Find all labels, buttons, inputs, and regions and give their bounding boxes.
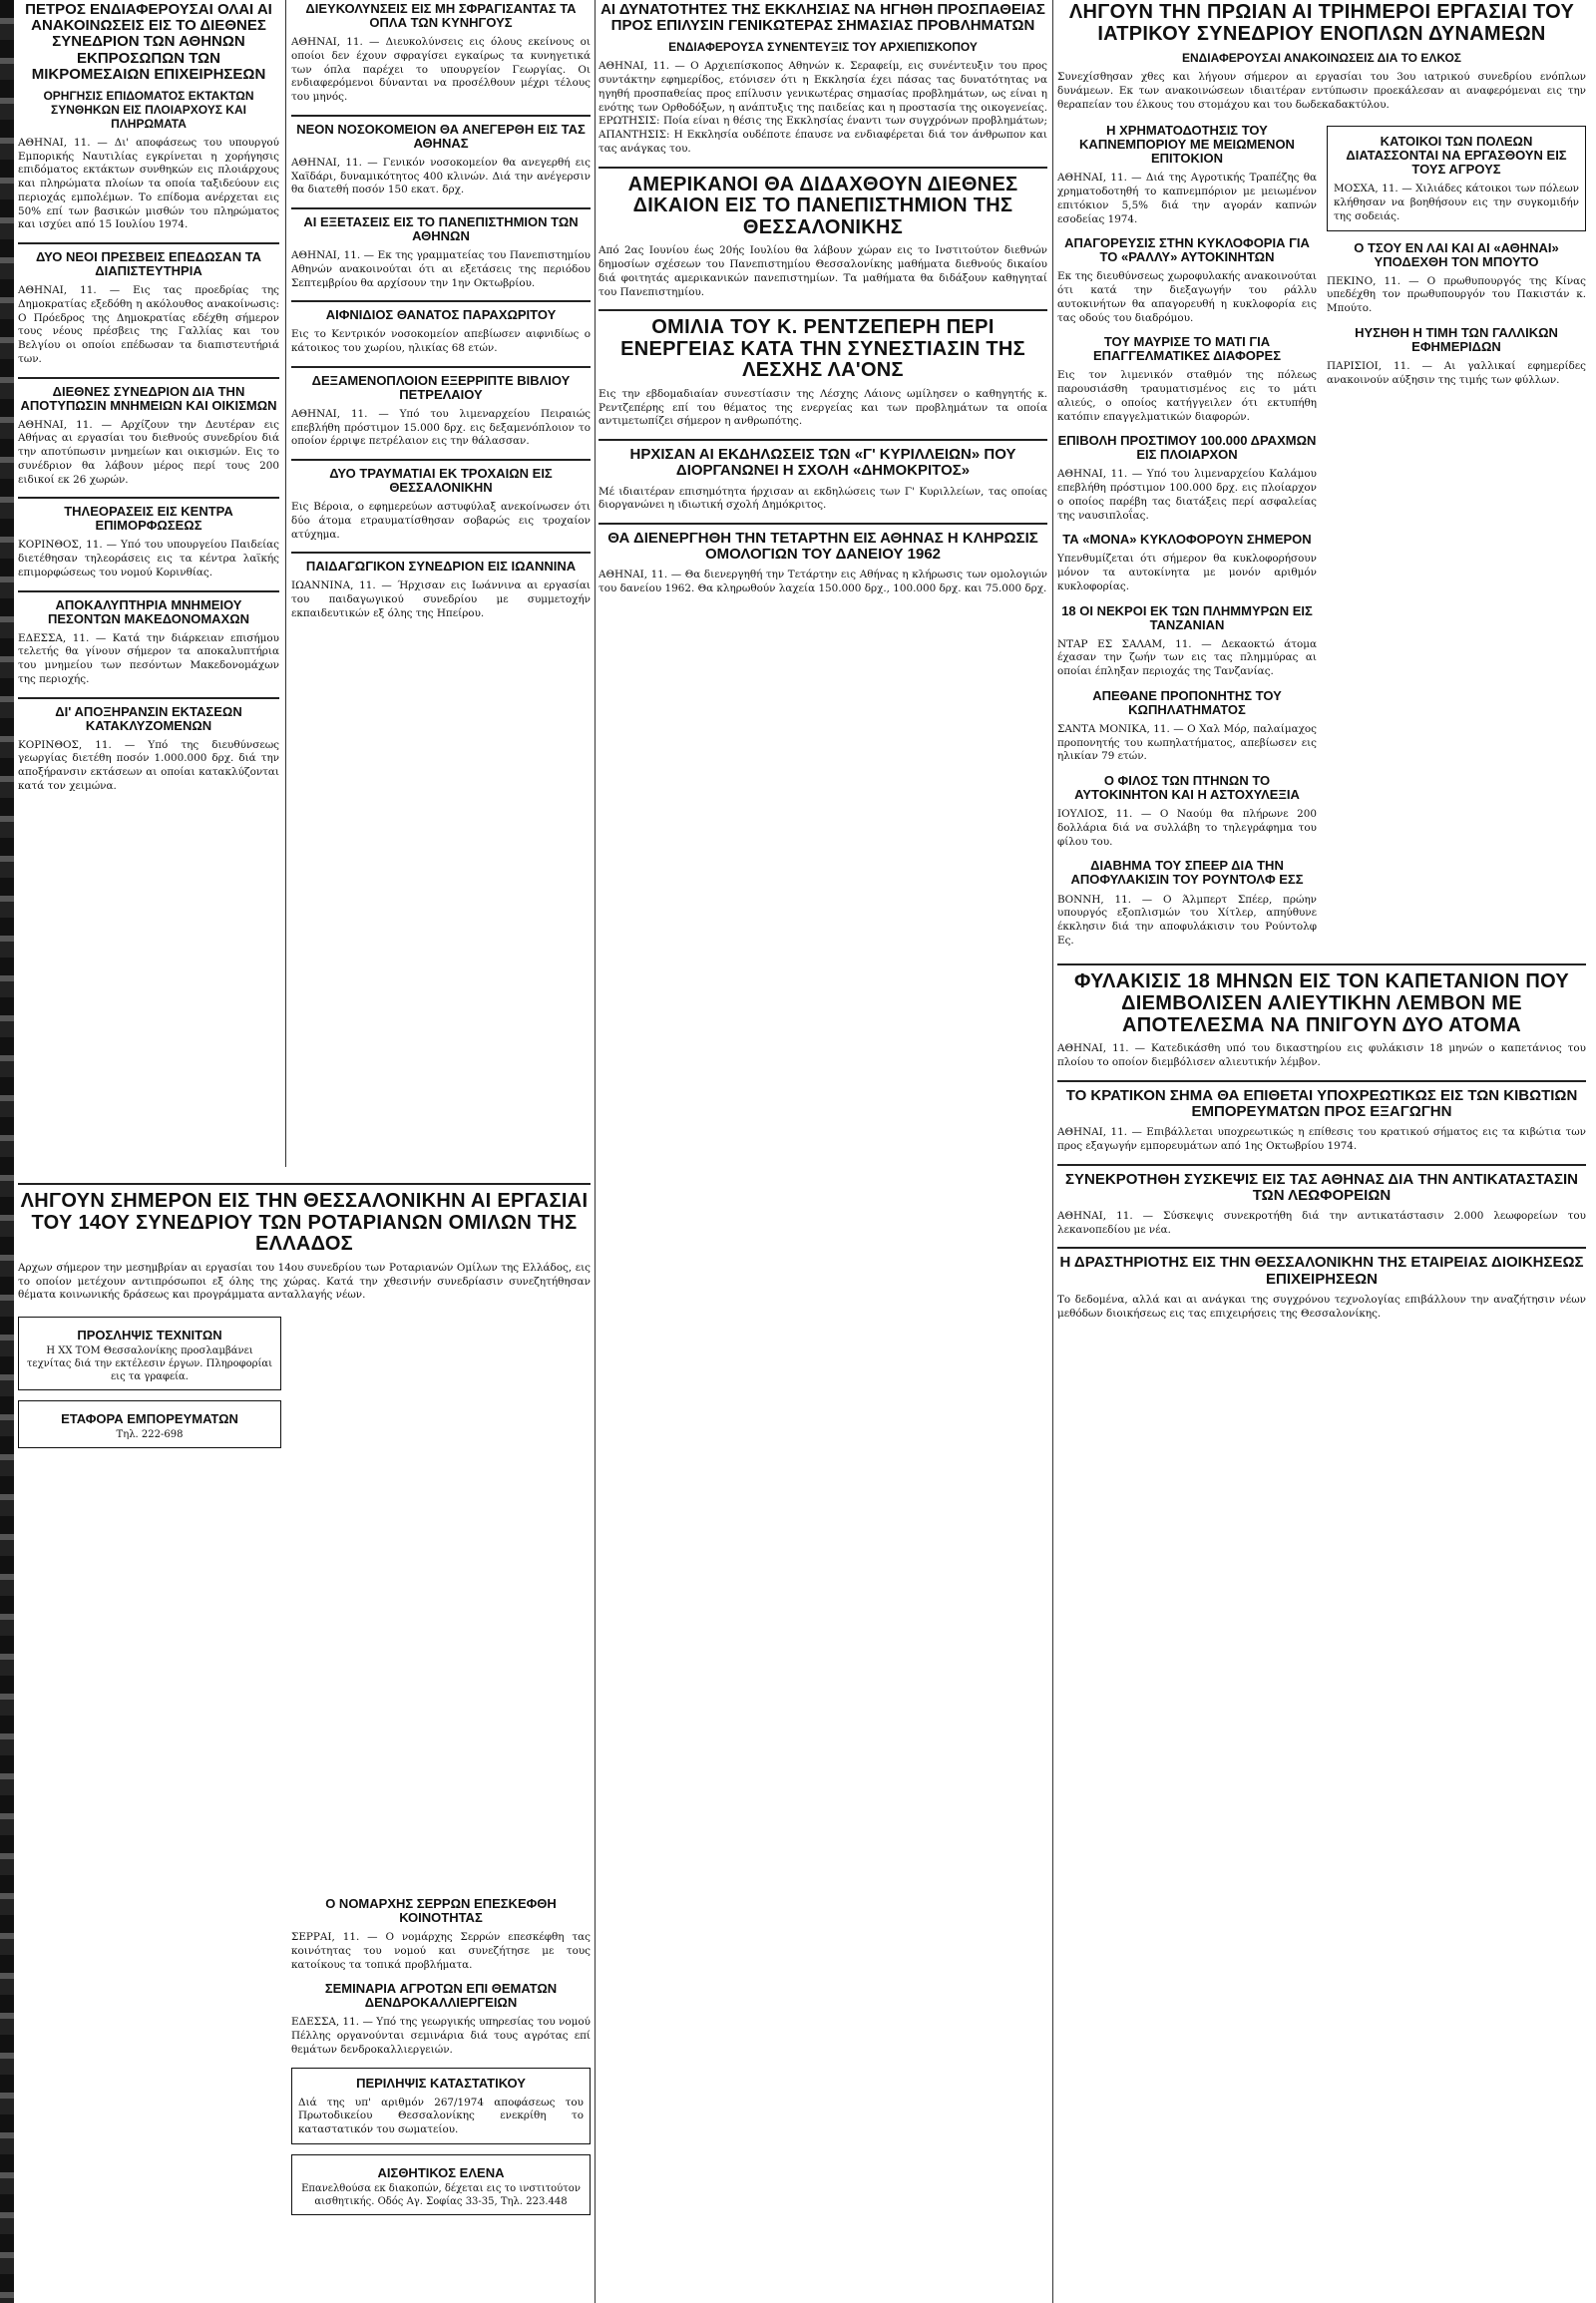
article-body: ΑΘΗΝΑΙ, 11. — Επιβάλλεται υποχρεωτικώς η επίθεσις του κρατικού σήματος εις τα κιβώτια των προς εξαγωγήν εμπορευμάτων από 1ης Οκτωβρίου 1974. <box>1057 1126 1586 1152</box>
article <box>18 705 279 794</box>
article <box>291 2 591 105</box>
headline: ΚΑΤΟΙΚΟΙ ΤΩΝ ΠΟΛΕΩΝ ΔΙΑΤΑΣΣΟΝΤΑΙ ΝΑ ΕΡΓΑΣΘΟΥΝ ΕΙΣ ΤΟΥΣ ΑΓΡΟΥΣ <box>1346 134 1567 178</box>
headline: ΣΥΝΕΚΡΟΤΗΘΗ ΣΥΣΚΕΨΙΣ ΕΙΣ ΤΑΣ ΑΘΗΝΑΣ ΔΙΑ ΤΗΝ ΑΝΤΙΚΑΤΑΣΤΑΣΙΝ ΤΩΝ ΛΕΩΦΟΡΕΙΩΝ <box>1065 1170 1578 1204</box>
divider <box>598 523 1047 525</box>
divider <box>598 439 1047 441</box>
headline: ΔΥΟ ΝΕΟΙ ΠΡΕΣΒΕΙΣ ΕΠΕΔΩΣΑΝ ΤΑ ΔΙΑΠΙΣΤΕΥΤΗΡΙΑ <box>35 249 262 279</box>
two-col-row <box>1057 122 1586 958</box>
article-body: Εις τον λιμενικόν σταθμόν της πόλεως παρουσιάσθη τραυματισμένος εις το μάτι αλιεύς, ο οποίος κατήγγειλεν ότι εκτυπήθη κατόπιν επαγγελματικών διαφορών. <box>1057 369 1317 423</box>
divider <box>18 590 279 592</box>
article <box>18 2 279 232</box>
article-body: ΙΩΑΝΝΙΝΑ, 11. — Ήρχισαν εις Ιωάννινα αι εργασίαι του παιδαγωγικού συνεδρίου με συμμετοχήν εκπαιδευτικών εξ όλης της Ηπείρου. <box>291 579 591 619</box>
headline: Η ΧΡΗΜΑΤΟΔΟΤΗΣΙΣ ΤΟΥ ΚΑΠΝΕΜΠΟΡΙΟΥ ΜΕ ΜΕΙΩΜΕΝΟΝ ΕΠΙΤΟΚΙΟΝ <box>1079 123 1295 167</box>
headline: ΔΥΟ ΤΡΑΥΜΑΤΙΑΙ ΕΚ ΤΡΟΧΑΙΩΝ ΕΙΣ ΘΕΣΣΑΛΟΝΙΚΗΝ <box>329 466 553 496</box>
subcolumn <box>1057 122 1317 958</box>
column-c <box>598 0 1047 606</box>
headline: Ο ΝΟΜΑΡΧΗΣ ΣΕΡΡΩΝ ΕΠΕΣΚΕΦΘΗ ΚΟΙΝΟΤΗΤΑΣ <box>325 1896 557 1926</box>
article-body: ΣΑΝΤΑ ΜΟΝΙΚΑ, 11. — Ο Χαλ Μόρ, παλαίμαχος προπονητής του κωπηλατήματος, απεβίωσεν εις ηλικίαν 79 ετών. <box>1057 722 1317 763</box>
article <box>291 308 591 356</box>
article-body: ΚΟΡΙΝΘΟΣ, 11. — Υπό της διευθύνσεως γεωργίας διετέθη ποσόν 1.000.000 δρχ. διά την αποξήρανσιν εκτάσεων αι οποίαι κατακλύζονται κατά τον χειμώνα. <box>18 738 279 792</box>
divider <box>291 552 591 554</box>
divider <box>291 366 591 368</box>
article <box>1057 533 1317 593</box>
headline: ΔΕΞΑΜΕΝΟΠΛΟΙΟΝ ΕΞΕΡΡΙΠΤΕ ΒΙΒΛΙΟΥ ΠΕΤΡΕΛΑΙΟΥ <box>311 372 571 402</box>
headline: ΤΑ «ΜΟΝΑ» ΚΥΚΛΟΦΟΡΟΥΝ ΣΗΜΕΡΟΝ <box>1062 532 1312 548</box>
divider <box>18 1183 591 1185</box>
article <box>598 2 1047 157</box>
divider <box>1057 1164 1586 1166</box>
article <box>291 467 591 542</box>
article-body: Μέ ιδιαιτέραν επισημότητα ήρχισαν αι εκδηλώσεις των Γ' Κυριλλείων, τας οποίας διοργανώνει η ιδιωτική σχολή Δημόκριτος. <box>598 485 1047 512</box>
article <box>291 1982 591 2057</box>
article <box>598 317 1047 429</box>
article-body: Το δεδομένα, αλλά και αι ανάγκαι της συγχρόνου τεχνολογίας επιβάλλουν την αναζήτησιν νέων μεθόδων διοικήσεως εις τας επιχειρήσεις της Θεσσαλονίκης. <box>1057 1293 1586 1320</box>
article <box>18 505 279 579</box>
article-body: ΑΘΗΝΑΙ, 11. — Εκ της γραμματείας του Πανεπιστημίου Αθηνών ανακοινούται ότι αι εξετάσεις της περιόδου Σεπτεμβρίου θα αρχίσουν την 1ην Οκτωβρίου. <box>291 249 591 289</box>
article <box>1057 124 1317 226</box>
article-body: ΣΕΡΡΑΙ, 11. — Ο νομάρχης Σερρών επεσκέφθη τας κοινότητας του νομού και συνεζήτησε με τους κατοίκους τα τοπικά προβλήματα. <box>291 1931 591 1971</box>
subcolumn <box>1327 122 1586 958</box>
divider <box>291 300 591 302</box>
headline: ΝΕΟΝ ΝΟΣΟΚΟΜΕΙΟΝ ΘΑ ΑΝΕΓΕΡΘΗ ΕΙΣ ΤΑΣ ΑΘΗΝΑΣ <box>296 121 586 151</box>
article <box>1057 236 1317 325</box>
article <box>1057 335 1317 424</box>
article <box>18 385 279 488</box>
article-body: ΠΕΚΙΝΟ, 11. — Ο πρωθυπουργός της Κίνας υπεδέχθη τον πρωθυπουργόν του Πακιστάν κ. Μπούτο. <box>1327 274 1586 315</box>
article-body: ΕΔΕΣΣΑ, 11. — Υπό της γεωργικής υπηρεσίας του νομού Πέλλης οργανούνται σεμινάρια διά τους αγρότας επί θεμάτων δενδροκαλλιεργειών. <box>291 2016 591 2056</box>
article <box>1327 241 1586 316</box>
headline: ΗΡΧΙΣΑΝ ΑΙ ΕΚΔΗΛΩΣΕΙΣ ΤΩΝ «Γ' ΚΥΡΙΛΛΕΙΩΝ» ΠΟΥ ΔΙΟΡΓΑΝΩΝΕΙ Η ΣΧΟΛΗ «ΔΗΜΟΚΡΙΤΟΣ» <box>629 446 1016 480</box>
headline: ΑΠΕΘΑΝΕ ΠΡΟΠΟΝΗΤΗΣ ΤΟΥ ΚΩΠΗΛΑΤΗΜΑΤΟΣ <box>1092 687 1282 717</box>
article <box>1057 774 1317 849</box>
headline: ΛΗΓΟΥΝ ΤΗΝ ΠΡΩΙΑΝ ΑΙ ΤΡΙΗΜΕΡΟΙ ΕΡΓΑΣΙΑΙ ΤΟΥ ΙΑΤΡΙΚΟΥ ΣΥΝΕΔΡΙΟΥ ΕΝΟΠΛΩΝ ΔΥΝΑΜΕΩΝ <box>1068 1 1575 45</box>
divider <box>1057 1080 1586 1082</box>
column-b <box>291 0 591 1167</box>
article <box>291 560 591 620</box>
article <box>1057 2 1586 112</box>
headline: ΔΙ' ΑΠΟΞΗΡΑΝΣΙΝ ΕΚΤΑΣΕΩΝ ΚΑΤΑΚΛΥΖΟΜΕΝΩΝ <box>55 703 242 733</box>
article <box>598 531 1047 596</box>
divider <box>291 459 591 461</box>
article-body: ΚΟΡΙΝΘΟΣ, 11. — Υπό του υπουργείου Παιδείας διετέθησαν τηλεοράσεις εις τα κέντρα λαϊκής επιμορφώσεως του νομού Κορινθίας. <box>18 539 279 578</box>
article <box>291 374 591 449</box>
headline: 18 ΟΙ ΝΕΚΡΟΙ ΕΚ ΤΩΝ ΠΛΗΜΜΥΡΩΝ ΕΙΣ ΤΑΝΖΑΝΙΑΝ <box>1061 602 1313 632</box>
headline: ΠΑΙΔΑΓΩΓΙΚΟΝ ΣΥΝΕΔΡΙΟΝ ΕΙΣ ΙΩΑΝΝΙΝΑ <box>305 559 577 575</box>
article-body: Υπενθυμίζεται ότι σήμερον θα κυκλοφορήσουν μόνον τα αυτοκίνητα με μονόν αριθμόν κυκλοφορίας. <box>1057 553 1317 592</box>
classified-ad <box>18 1400 281 1448</box>
article <box>291 2068 591 2144</box>
headline: ΤΟ ΚΡΑΤΙΚΟΝ ΣΗΜΑ ΘΑ ΕΠΙΘΕΤΑΙ ΥΠΟΧΡΕΩΤΙΚΩΣ ΕΙΣ ΤΩΝ ΚΙΒΩΤΙΩΝ ΕΜΠΟΡΕΥΜΑΤΩΝ ΠΡΟΣ ΕΞΑΓΩΓΗΝ <box>1065 1086 1578 1120</box>
article <box>1057 1088 1586 1154</box>
headline: ΑΠΑΓΟΡΕΥΣΙΣ ΣΤΗΝ ΚΥΚΛΟΦΟΡΙΑ ΓΙΑ ΤΟ «ΡΑΛΛΥ» ΑΥΤΟΚΙΝΗΤΩΝ <box>1064 235 1310 265</box>
ad-title: ΑΙΣΘΗΤΙΚΟΣ ΕΛΕΝΑ <box>377 2164 505 2180</box>
article <box>1057 971 1586 1069</box>
article <box>1057 604 1317 679</box>
divider <box>598 309 1047 311</box>
divider <box>291 207 591 209</box>
article-body: ΑΘΗΝΑΙ, 11. — Θα διενεργηθή την Τετάρτην εις Αθήνας η κλήρωσις των ομολογιών του δανείου 1962. Θα κληρωθούν λαχεία 150.000 δρχ., 100.000 δρχ. και 75.000 δρχ. <box>598 569 1047 595</box>
column-a <box>18 0 279 804</box>
divider <box>18 242 279 244</box>
advertisement <box>291 2154 591 2215</box>
scanned-page-edge <box>0 0 14 2303</box>
article-body: ΑΘΗΝΑΙ, 11. — Υπό του λιμεναρχείου Καλάμου επεβλήθη πρόστιμον 100.000 δρχ. εις πλοίαρχον ο οποίος παρέβη τας διατάξεις περί ασφαλείας της ναυσιπλοΐας. <box>1057 468 1317 522</box>
article <box>1057 1255 1586 1321</box>
article-body: ΝΤΑΡ ΕΣ ΣΑΛΑΜ, 11. — Δεκαοκτώ άτομα έχασαν την ζωήν των εις τας πλημμύρας αι οποίαι έπληξαν περιοχάς της Τανζανίας. <box>1057 637 1317 678</box>
headline: ΑΠΟΚΑΛΥΠΤΗΡΙΑ ΜΝΗΜΕΙΟΥ ΠΕΣΟΝΤΩΝ ΜΑΚΕΔΟΝΟΜΑΧΩΝ <box>47 596 250 626</box>
classified-ad <box>18 1317 281 1390</box>
article-body: Εις την εβδομαδιαίαν συνεστίασιν της Λέσχης Λάιονς ωμίλησεν ο καθηγητής κ. Ρεντζεπέρης επί του θέματος της ενεργείας και των προβλημάτων τα οποία αντιμετωπίζει σήμερον η ανθρωπότης. <box>598 388 1047 428</box>
article-body: ΜΟΣΧΑ, 11. — Χιλιάδες κάτοικοι των πόλεων κλήθησαν να βοηθήσουν εις την συγκομιδήν της σοδειάς. <box>1334 183 1579 222</box>
subheadline: ΕΝΔΙΑΦΕΡΟΥΣΑΙ ΑΝΑΚΟΙΝΩΣΕΙΣ ΔΙΑ ΤΟ ΕΛΚΟΣ <box>1181 51 1462 66</box>
divider <box>598 167 1047 169</box>
ad-text: Τηλ. 222-698 <box>116 1428 184 1440</box>
divider <box>291 115 591 117</box>
divider <box>18 497 279 499</box>
article-body: Εις Βέροια, ο εφημερεύων αστυφύλαξ ανεκοίνωσεν ότι δύο άτομα ετραυματίσθησαν σοβαρώς εις τροχαίον ατύχημα. <box>291 501 591 541</box>
divider <box>1057 963 1586 965</box>
headline: ΔΙΕΘΝΕΣ ΣΥΝΕΔΡΙΟΝ ΔΙΑ ΤΗΝ ΑΠΟΤΥΠΩΣΙΝ ΜΝΗΜΕΙΩΝ ΚΑΙ ΟΙΚΙΣΜΩΝ <box>20 383 277 413</box>
article-body: ΑΘΗΝΑΙ, 11. — Κατεδικάσθη υπό του δικαστηρίου εις φυλάκισιν 18 μηνών ο καπετάνιος του πλοίου το οποίον διεμβόλισεν αλιευτικήν λέμβον. <box>1057 1042 1586 1068</box>
column-rule <box>285 0 286 1167</box>
ad-title: ΕΤΑΦΟΡΑ ΕΜΠΟΡΕΥΜΑΤΩΝ <box>61 1410 238 1426</box>
article <box>291 123 591 197</box>
article <box>1057 434 1317 523</box>
article-body: ΑΘΗΝΑΙ, 11. — Γενικόν νοσοκομείον θα ανεγερθή εις Χαϊδάρι, δυναμικότητος 400 κλινών. Διά την ανέγερσιν θα διατεθή ποσόν 150 εκατ. δρχ. <box>291 156 591 196</box>
article-body: Εκ της διευθύνσεως χωροφυλακής ανακοινούται ότι κατά την διεξαγωγήν του ράλλυ αυτοκινήτων θα απαγορευθή η κυκλοφορία εις τας οδούς του διαδρόμου. <box>1057 270 1317 324</box>
article <box>1327 126 1586 230</box>
article-body: ΑΘΗΝΑΙ, 11. — Υπό του λιμεναρχείου Πειραιώς επεβλήθη πρόστιμον 15.000 δρχ. εις δεξαμενόπλοιον το οποίον έρριψε πετρέλαιον εις την θάλασσαν. <box>291 407 591 448</box>
ad-title: ΠΡΟΣΛΗΨΙΣ ΤΕΧΝΙΤΩΝ <box>77 1327 222 1343</box>
article-body: ΑΘΗΝΑΙ, 11. — Εις τας προεδρίας της Δημοκρατίας εξεδόθη η ακόλουθος ανακοίνωσις: Ο Πρόεδρος της Δημοκρατίας εδέχθη σήμερον τους νέους πρέσβεις της Γαλλίας και του Βελγίου οι οποίοι επέδωσαν τα διαπιστευτήριά των. <box>18 284 279 365</box>
article-body: ΑΘΗΝΑΙ, 11. — Ο Αρχιεπίσκοπος Αθηνών κ. Σεραφείμ, εις συνέντευξιν του προς συντάκτην εφημερίδος, ετόνισεν ότι η Εκκλησία έχει πάσας τας δυνατότητας να ηγηθή προσπαθείας προς επίλυσιν γενικωτέρας σημασίας προβλημάτων, ως είναι η ενότης των Ορθοδόξων, η ανάπτυξις της παιδείας και η προστασία της οικογενείας. ΕΡΩΤΗΣΙΣ: Ποία είναι η θέσις της Εκκλησίας έναντι των συγχρόνων προβλημάτων; ΑΠΑΝΤΗΣΙΣ: Η Εκκλησία ουδέποτε έπαυσε να ενδιαφέρεται διά τον άνθρωπον και τας ανάγκας του. <box>598 60 1047 155</box>
headline: ΑΜΕΡΙΚΑΝΟΙ ΘΑ ΔΙΔΑΧΘΟΥΝ ΔΙΕΘΝΕΣ ΔΙΚΑΙΟΝ ΕΙΣ ΤΟ ΠΑΝΕΠΙΣΤΗΜΙΟΝ ΤΗΣ ΘΕΣΣΑΛΟΝΙΚΗΣ <box>627 173 1018 238</box>
article-body: Αρχων σήμερον την μεσημβρίαν αι εργασίαι του 14ου συνεδρίου των Ροταριανών Ομίλων της Ελλάδος, εις το οποίον μετέχουν αντιπρόσωποι εξ όλης της χώρας. Κατά την χθεσινήν συνεδρίασιν συνεζητήθησαν θέματα κοινωνικής δράσεως και προγράμματα ανταλλαγής νέων. <box>18 1261 591 1302</box>
article-body: ΑΘΗΝΑΙ, 11. — Διά της Αγροτικής Τραπέζης θα χρηματοδοτηθή το καπνεμπόριον με μειωμένον επιτόκιον 5,5% διά την αγοράν καπνών εσοδείας 1974. <box>1057 172 1317 225</box>
headline: ΔΙΕΥΚΟΛΥΝΣΕΙΣ ΕΙΣ ΜΗ ΣΦΡΑΓΙΣΑΝΤΑΣ ΤΑ ΟΠΛΑ ΤΩΝ ΚΥΝΗΓΟΥΣ <box>305 1 577 31</box>
article-body: ΑΘΗΝΑΙ, 11. — Αρχίζουν την Δευτέραν εις Αθήνας αι εργασίαι του διεθνούς συνεδρίου διά την αποτύπωσιν μνημείων και οικισμών. Εις το συνέδριον θα λάβουν μέρος περί τους 200 ειδικοί εκ 26 χωρών. <box>18 418 279 486</box>
headline: ΘΑ ΔΙΕΝΕΡΓΗΘΗ ΤΗΝ ΤΕΤΑΡΤΗΝ ΕΙΣ ΑΘΗΝΑΣ Η ΚΛΗΡΩΣΙΣ ΟΜΟΛΟΓΙΩΝ ΤΟΥ ΔΑΝΕΙΟΥ 1962 <box>607 530 1038 564</box>
article <box>291 215 591 290</box>
headline: ΛΗΓΟΥΝ ΣΗΜΕΡΟΝ ΕΙΣ ΤΗΝ ΘΕΣΣΑΛΟΝΙΚΗΝ ΑΙ ΕΡΓΑΣΙΑΙ ΤΟΥ 14ΟΥ ΣΥΝΕΔΡΙΟΥ ΤΩΝ ΡΟΤΑΡΙΑΝΩΝ ΟΜΙΛΩΝ ΤΗΣ ΕΛΛΑΔΟΣ <box>20 1190 589 1256</box>
headline: ΑΙΦΝΙΔΙΟΣ ΘΑΝΑΤΟΣ ΠΑΡΑΧΩΡΙΤΟΥ <box>325 307 557 323</box>
headline: ΕΠΙΒΟΛΗ ΠΡΟΣΤΙΜΟΥ 100.000 ΔΡΑΧΜΩΝ ΕΙΣ ΠΛΟΙΑΡΧΟΝ <box>1057 433 1317 463</box>
article-body: Εις το Κεντρικόν νοσοκομείον απεβίωσεν αιφνιδίως ο κάτοικος του χωρίου, ηλικίας 68 ετών. <box>291 328 591 355</box>
column-b-lower <box>291 1895 591 2225</box>
article-body: ΑΘΗΝΑΙ, 11. — Δι' αποφάσεως του υπουργού Εμπορικής Ναυτιλίας εγκρίνεται η χορήγησις επιδόματος εκτάκτων συνθηκών εις πλοιάρχους και πληρώματα πλοίων τα οποία ταξιδεύουν εις περιοχάς εμπολέμων. Το επίδομα ανέρχεται εις 50% επί των βασικών μισθών του πληρώματος και ισχύει από 15 Ιουλίου 1974. <box>18 136 279 231</box>
headline: ΑΙ ΔΥΝΑΤΟΤΗΤΕΣ ΤΗΣ ΕΚΚΛΗΣΙΑΣ ΝΑ ΗΓΗΘΗ ΠΡΟΣΠΑΘΕΙΑΣ ΠΡΟΣ ΕΠΙΛΥΣΙΝ ΓΕΝΙΚΩΤΕΡΑΣ ΣΗΜΑΣΙΑΣ ΠΡΟΒΛΗΜΑΤΩΝ <box>600 1 1045 35</box>
headline: Ο ΦΙΛΟΣ ΤΩΝ ΠΤΗΝΩΝ ΤΟ ΑΥΤΟΚΙΝΗΤΟΝ ΚΑΙ Η ΑΣΤΟΧΥΛΕΞΙΑ <box>1074 773 1300 803</box>
subheadline: ΕΝΔΙΑΦΕΡΟΥΣΑ ΣΥΝΕΝΤΕΥΞΙΣ ΤΟΥ ΑΡΧΙΕΠΙΣΚΟΠΟΥ <box>668 40 978 55</box>
headline: ΤΟΥ ΜΑΥΡΙΣΕ ΤΟ ΜΑΤΙ ΓΙΑ ΕΠΑΓΓΕΛΜΑΤΙΚΕΣ ΔΙΑΦΟΡΕΣ <box>1092 334 1282 364</box>
subheadline: ΟΡΗΓΗΣΙΣ ΕΠΙΔΟΜΑΤΟΣ ΕΚΤΑΚΤΩΝ ΣΥΝΘΗΚΩΝ ΕΙΣ ΠΛΟΙΑΡΧΟΥΣ ΚΑΙ ΠΛΗΡΩΜΑΤΑ <box>43 88 254 131</box>
article <box>291 1897 591 1972</box>
ad-text: Επανελθούσα εκ διακοπών, δέχεται εις το ινστιτούτον αισθητικής. Οδός Αγ. Σοφίας 33-35, Τηλ. 223.448 <box>301 2182 581 2207</box>
divider <box>18 377 279 379</box>
article-body: ΑΘΗΝΑΙ, 11. — Σύσκεψις συνεκροτήθη διά την αντικατάστασιν 2.000 λεωφορείων του λεκανοπεδίου με νέα. <box>1057 1209 1586 1236</box>
article <box>598 447 1047 513</box>
column-rule <box>595 0 596 2303</box>
headline: ΠΕΤΡΟΣ ΕΝΔΙΑΦΕΡΟΥΣΑΙ ΟΛΑΙ ΑΙ ΑΝΑΚΟΙΝΩΣΕΙΣ ΕΙΣ ΤΟ ΔΙΕΘΝΕΣ ΣΥΝΕΔΡΙΟΝ ΤΩΝ ΑΘΗΝΩΝ ΕΚΠΡΟΣΩΠΩΝ ΤΩΝ ΜΙΚΡΟΜΕΣΑΙΩΝ ΕΠΙΧΕΙΡΗΣΕΩΝ <box>25 1 272 83</box>
article-body: ΕΔΕΣΣΑ, 11. — Κατά την διάρκειαν επισήμου τελετής θα γίνουν σήμερον τα αποκαλυπτήρια του μνημείου των πεσόντων Μακεδονομάχων της περιοχής. <box>18 631 279 685</box>
article <box>598 175 1047 300</box>
column-rule <box>1052 0 1053 2303</box>
headline: ΔΙΑΒΗΜΑ ΤΟΥ ΣΠΕΕΡ ΔΙΑ ΤΗΝ ΑΠΟΦΥΛΑΚΙΣΙΝ ΤΟΥ ΡΟΥΝΤΟΛΦ ΕΣΣ <box>1070 858 1304 888</box>
headline: ΣΕΜΙΝΑΡΙΑ ΑΓΡΟΤΩΝ ΕΠΙ ΘΕΜΑΤΩΝ ΔΕΝΔΡΟΚΑΛΛΙΕΡΓΕΙΩΝ <box>324 1981 558 2011</box>
article-body: ΙΟΥΛΙΟΣ, 11. — Ο Ναούμ θα πλήρωνε 200 δολλάρια διά να συλλάβη το τηλεγράφημα του φίλου του. <box>1057 808 1317 848</box>
headline: Η ΔΡΑΣΤΗΡΙΟΤΗΣ ΕΙΣ ΤΗΝ ΘΕΣΣΑΛΟΝΙΚΗΝ ΤΗΣ ΕΤΑΙΡΕΙΑΣ ΔΙΟΙΚΗΣΕΩΣ ΕΠΙΧΕΙΡΗΣΕΩΝ <box>1059 1254 1584 1288</box>
article <box>1057 689 1317 764</box>
headline: ΟΜΙΛΙΑ ΤΟΥ Κ. ΡΕΝΤΖΕΠΕΡΗ ΠΕΡΙ ΕΝΕΡΓΕΙΑΣ ΚΑΤΑ ΤΗΝ ΣΥΝΕΣΤΙΑΣΙΝ ΤΗΣ ΛΕΣΧΗΣ ΛΑ'ΟΝΣ <box>620 316 1025 382</box>
headline: ΑΙ ΕΞΕΤΑΣΕΙΣ ΕΙΣ ΤΟ ΠΑΝΕΠΙΣΤΗΜΙΟΝ ΤΩΝ ΑΘΗΝΩΝ <box>303 214 579 244</box>
article <box>1327 326 1586 388</box>
article <box>18 598 279 687</box>
headline: ΦΥΛΑΚΙΣΙΣ 18 ΜΗΝΩΝ ΕΙΣ ΤΟΝ ΚΑΠΕΤΑΝΙΟΝ ΠΟΥ ΔΙΕΜΒΟΛΙΣΕΝ ΑΛΙΕΥΤΙΚΗΝ ΛΕΜΒΟΝ ΜΕ ΑΠΟΤΕΛΕΣΜΑ ΝΑ ΠΝΙΓΟΥΝ ΔΥΟ ΑΤΟΜΑ <box>1073 970 1570 1036</box>
article <box>18 250 279 366</box>
article-body: ΒΟΝΝΗ, 11. — Ο Άλμπερτ Σπέερ, πρώην υπουργός εξοπλισμών του Χίτλερ, απηύθυνε έκκλησιν διά την αποφυλάκισιν του Ρούντολφ Ες. <box>1057 893 1317 947</box>
article-body: ΑΘΗΝΑΙ, 11. — Διευκολύνσεις εις όλους εκείνους οι οποίοι δεν έχουν σφραγίσει εγκαίρως τα κυνηγετικά των όπλα παρέχει το υπουργείον Γεωργίας. Οι ενδιαφερόμενοι δύνανται να προσέλθουν μέχρι τέλους του μηνός. <box>291 36 591 103</box>
headline: Ο ΤΣΟΥ ΕΝ ΛΑΙ ΚΑΙ ΑΙ «ΑΘΗΝΑΙ» ΥΠΟΔΕΧΘΗ ΤΟΝ ΜΠΟΥΤΟ <box>1354 239 1559 269</box>
article <box>1057 1172 1586 1238</box>
headline: ΤΗΛΕΟΡΑΣΕΙΣ ΕΙΣ ΚΕΝΤΡΑ ΕΠΙΜΟΡΦΩΣΕΩΣ <box>64 504 233 534</box>
divider <box>18 697 279 699</box>
column-d <box>1057 0 1586 1331</box>
divider <box>1057 1247 1586 1249</box>
ad-text: Η ΧΧ ΤΟΜ Θεσσαλονίκης προσλαμβάνει τεχνίτας διά την εκτέλεσιν έργων. Πληροφορίαι εις τα γραφεία. <box>26 1344 273 1382</box>
headline: ΠΕΡΙΛΗΨΙΣ ΚΑΤΑΣΤΑΤΙΚΟΥ <box>356 2075 526 2091</box>
article <box>1057 859 1317 948</box>
article-body: ΠΑΡΙΣΙΟΙ, 11. — Αι γαλλικαί εφημερίδες ανακοινούν αύξησιν της τιμής των φύλλων. <box>1327 360 1586 386</box>
article-body: Διά της υπ' αριθμόν 267/1974 αποφάσεως του Πρωτοδικείου Θεσσαλονίκης ενεκρίθη το καταστατικόν του σωματείου. <box>298 2096 584 2136</box>
article-body: Συνεχίσθησαν χθες και λήγουν σήμερον αι εργασίαι του 3ου ιατρικού συνεδρίου ενόπλων δυνάμεων. Εκ των ανακοινώσεων ιδιαιτέραν εντύπωσιν προεκάλεσαν αι αναφερόμεναι εις την θεραπείαν του έλκους του στομάχου και του δωδεκαδακτύλου. <box>1057 71 1586 111</box>
wide-article <box>18 1177 591 1458</box>
article-body: Από 2ας Ιουνίου έως 20ής Ιουλίου θα λάβουν χώραν εις το Ινστιτούτον διεθνών δημοσίων σχέσεων του Πανεπιστημίου Θεσσαλονίκης μαθήματα διεθνούς δικαίου διά φοιτητάς αμερικανικών πανεπιστημίων. Τα μαθήματα θα διδάξουν καθηγηταί του Πανεπιστημίου. <box>598 244 1047 298</box>
headline: ΗΥΣΗΘΗ Η ΤΙΜΗ ΤΩΝ ΓΑΛΛΙΚΩΝ ΕΦΗΜΕΡΙΔΩΝ <box>1355 324 1558 354</box>
